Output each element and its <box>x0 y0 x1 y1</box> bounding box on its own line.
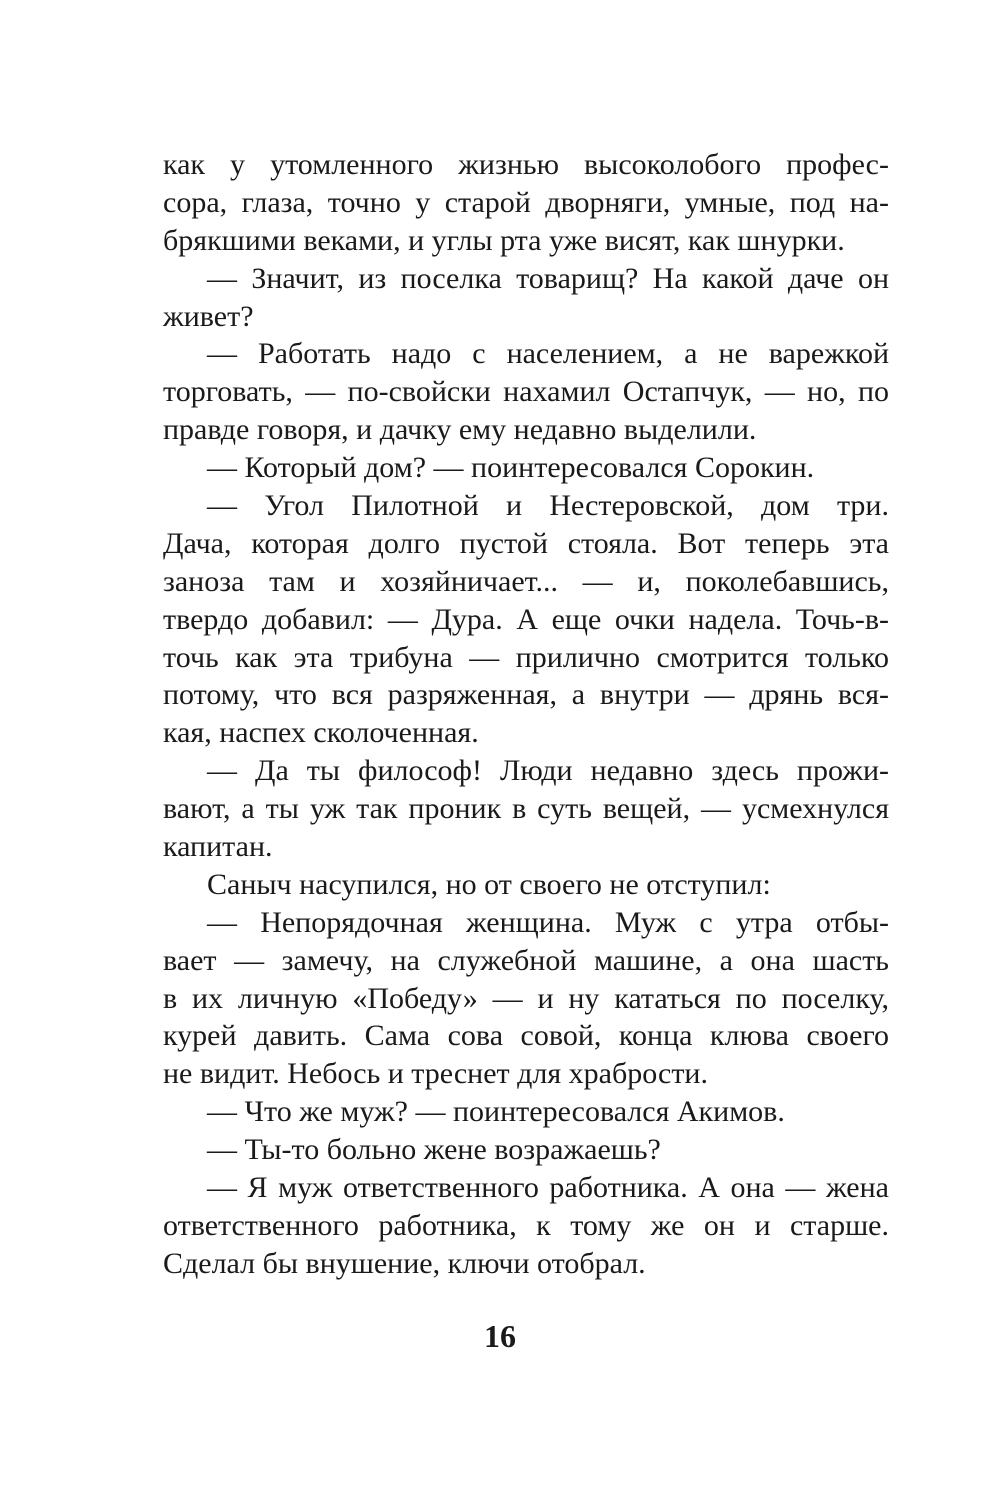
text-line: ответственного работника, к тому же он и старше. <box>163 1208 889 1242</box>
text-line: брякшими веками, и углы рта уже висят, как шнурки. <box>163 223 845 257</box>
text-line: торговать, — по-свойски нахамил Остапчук, — но, по <box>163 375 889 409</box>
text-line: живет? <box>163 299 254 333</box>
text-line: — Непорядочная женщина. Муж с утра отбы- <box>207 905 889 939</box>
text-line: — Который дом? — поинтересовался Сорокин. <box>207 451 815 485</box>
text-line: — Я муж ответственного работника. А она — жена <box>207 1171 889 1205</box>
body-text <box>163 146 889 1283</box>
text-line: Саныч насупился, но от своего не отступил: <box>207 867 771 901</box>
text-line: курей давить. Сама сова совой, конца клюва своего <box>163 1019 889 1053</box>
text-line: сора, глаза, точно у старой дворняги, умные, под на- <box>163 185 889 219</box>
text-line: потому, что вся разряженная, а внутри — дрянь вся- <box>163 678 889 712</box>
text-line: заноза там и хозяйничает... — и, поколебавшись, <box>163 564 889 598</box>
text-line: как у утомленного жизнью высоколобого профес- <box>163 148 889 181</box>
text-line: вает — замечу, на служебной машине, а она шасть <box>163 943 889 977</box>
text-line: Сделал бы внушение, ключи отобрал. <box>163 1246 646 1280</box>
text-line: твердо добавил: — Дура. А еще очки надела. Точь-в- <box>163 602 889 636</box>
text-line: — Значит, из поселка товарищ? На какой даче он <box>207 261 889 295</box>
text-line: — Что же муж? — поинтересовался Акимов. <box>207 1095 785 1129</box>
text-line: — Работать надо с населением, а не варежкой <box>207 337 889 371</box>
text-line: Дача, которая долго пустой стояла. Вот теперь эта <box>163 526 889 560</box>
text-line: вают, а ты уж так проник в суть вещей, — усмехнулся <box>163 792 889 826</box>
page-number: 16 <box>484 1318 516 1354</box>
text-line: — Угол Пилотной и Нестеровской, дом три. <box>207 489 889 523</box>
text-line: не видит. Небось и треснет для храбрости. <box>163 1057 708 1091</box>
text-line: — Ты-то больно жене возражаешь? <box>207 1133 661 1167</box>
text-line: точь как эта трибуна — прилично смотрится только <box>163 640 889 674</box>
text-line: кая, наспех сколоченная. <box>163 716 479 750</box>
text-line: в их личную «Победу» — и ну кататься по поселку, <box>163 981 889 1015</box>
text-line: капитан. <box>163 830 273 864</box>
text-line: — Да ты философ! Люди недавно здесь прожи- <box>207 754 889 788</box>
text-line: правде говоря, и дачку ему недавно выделили. <box>163 413 757 447</box>
